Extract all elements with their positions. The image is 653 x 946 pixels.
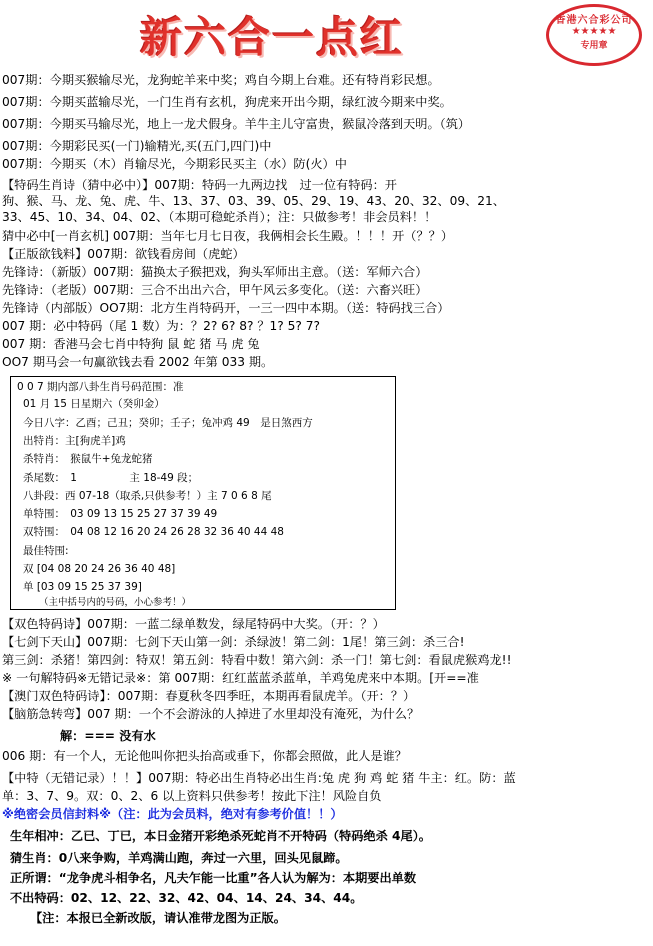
text-line: 狗、猴、马、龙、兔、虎、牛、13、37、03、39、05、29、19、43、20、32、09、21、 <box>2 194 505 208</box>
text-line: 先锋诗：（新版）007期：猫换太子猴把戏，狗头军师出主意。（送：军师六合） <box>2 265 428 279</box>
text-line: 猜生肖：0八来争购，羊鸡满山跑，奔过一六里，回头见鼠蹄。 <box>10 851 348 865</box>
box-chu-te: 出特肖：主[狗虎羊]鸡 <box>23 435 126 447</box>
text-line: OO7 期马会一句赢欲钱去看 2002 年第 033 期。 <box>2 355 274 369</box>
text-line: 【脑筋急转弯】007 期：一个不会游泳的人掉进了水里却没有淹死，为什么？ <box>2 707 420 721</box>
text-line: 007期：今期买马输尽光，地上一龙犬假身。羊牛主儿守富贵，猴鼠冷落到天明。（筑） <box>2 117 471 131</box>
text-line: ※ 一句解特码※无错记录※：第 007期：红红蓝蓝杀蓝单，羊鸡兔虎来中本期。[开==准 <box>2 671 479 685</box>
text-line: 猜中必中[一肖玄机] 007期：当年七月七日夜，我俩相会长生殿。！！！开（？？） <box>2 229 454 243</box>
page-title: 新六合一点红 <box>140 13 405 62</box>
text-line: 【中特（无错记录）！！】007期：特必出生肖特必出生肖:兔 虎 狗 鸡 蛇 猪 牛主：红。防：蓝 <box>2 771 516 785</box>
text-line: 007 期：香港马会七肖中特狗 鼠 蛇 猪 马 虎 兔 <box>2 337 260 351</box>
text-line: 33、45、10、34、04、02、（本期可稳蛇杀肖）；注：只做参考！非会员料！！ <box>2 210 437 224</box>
text-line: 【双色特码诗】007期：一蓝二绿单数发，绿尾特码中大奖。（开：？） <box>2 617 385 631</box>
box-bazi: 今日八字：乙酉；己丑；癸卯；壬子；兔冲鸡 49 是日煞西方 <box>23 417 313 429</box>
text-line: 007期：今期买蓝输尽光，一门生肖有玄机，狗虎来开出今期，绿红波今期来中奖。 <box>2 95 452 109</box>
riddle-answer: 解：=== 没有水 <box>60 729 156 743</box>
seal-stars: ★★★★★ <box>571 26 617 37</box>
text-line: 先锋诗：（老版）007期：三合不出出六合，甲午风云多变化。（送：六畜兴旺） <box>2 283 428 297</box>
text-line: 先锋诗（内部版）OO7期：北方生肖特码开，一三一四中本期。（送：特码找三合） <box>2 301 450 315</box>
text-line: 第三剑：杀猪！第四剑：特双！第五剑：特看中数！第六剑：杀一门！第七剑：看鼠虎猴鸡龙!! <box>2 653 512 667</box>
company-seal <box>546 4 642 66</box>
text-line: 【七剑下天山】007期：七剑下天山第一剑：杀绿波！第二剑：1尾！第三剑：杀三合! <box>2 635 465 649</box>
box-shuang: 双 [04 08 20 24 26 36 40 48] <box>23 563 176 575</box>
box-dan-te: 单特围： 03 09 13 15 25 27 37 39 49 <box>23 508 218 520</box>
seal-label: 专用章 <box>580 41 608 51</box>
text-line: 【澳门双色特码诗】：007期：春夏秋冬四季旺，本期再看鼠虎羊。（开：？） <box>2 689 416 703</box>
text-line: 007期：今期买猴输尽光，龙狗蛇羊来中奖；鸡自今期上台难。还有特肖彩民想。 <box>2 73 440 87</box>
text-line: 007 期：必中特码（尾 1 数）为：？2? 6? 8? ？1? 5? 7? <box>2 319 320 333</box>
text-line: 单：3、7、9。双：0、2、6 以上资料只供参考！按此下注！风险自负 <box>2 789 382 803</box>
box-dan: 单 [03 09 15 25 37 39] <box>23 581 142 593</box>
footer-note: 【注：本报已全新改版，请认准带龙图为正版。 <box>30 911 286 925</box>
box-bagua: 八卦段：西 07-18（取杀,只供参考！）主 7 0 6 8 尾 <box>23 490 272 502</box>
text-line: 007期：今期买（木）肖输尽光，今期彩民买主（水）防(火）中 <box>2 157 347 171</box>
text-line: 007期：今期彩民买(一门)输精光,买(五门,四门)中 <box>2 139 272 153</box>
box-best-label: 最佳特围: <box>23 545 69 557</box>
box-sha-wei: 杀尾数： 1 主 18-49 段； <box>23 472 199 484</box>
text-line: 正所谓：“龙争虎斗相争名，凡夫乍能一比重”各人认为解为：本期要出单数 <box>10 871 417 885</box>
box-note: （主中括号内的号码，小心参考！） <box>39 597 192 608</box>
bagua-info-box <box>10 376 396 610</box>
box-title: 0 0 7 期内部八卦生肖号码范围：准 <box>17 381 184 393</box>
text-line: 【特码生肖诗（猜中必中）】007期：特码一九两边找 过一位有特码：开 <box>2 178 397 192</box>
seal-text: 香港六合彩公司 <box>555 15 633 26</box>
member-note: ※绝密会员信封料※（注：此为会员料，绝对有参考价值！！） <box>2 807 343 821</box>
text-line: 生年相冲：乙已、丁已，本日金猪开彩绝杀死蛇肖不开特码（特码绝杀 4尾）。 <box>10 829 431 843</box>
text-line: 不出特码：02、12、22、32、42、04、14、24、34、44。 <box>10 891 363 905</box>
text-line: 【正版欲钱料】007期：欲钱看房间（虎蛇） <box>2 247 245 261</box>
box-sha-te: 杀特肖： 猴鼠牛+兔龙蛇猪 <box>23 453 153 465</box>
box-date: 01 月 15 日星期六（癸卯金） <box>23 398 165 410</box>
text-line: 006 期：有一个人，无论他叫你把头抬高或垂下，你都会照做，此人是谁？ <box>2 749 407 763</box>
box-shuang-te: 双特围： 04 08 12 16 20 24 26 28 32 36 40 44 48 <box>23 526 284 538</box>
